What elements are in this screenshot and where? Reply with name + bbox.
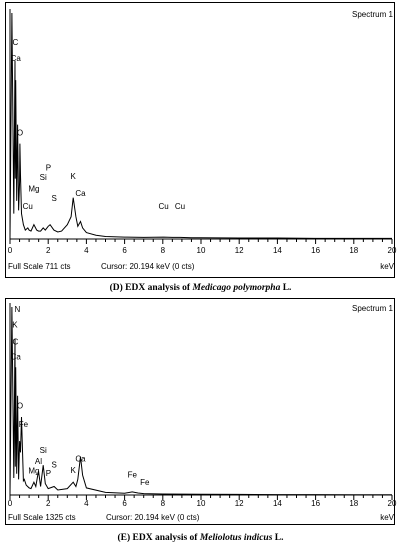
spectrum-title: Spectrum 1	[352, 10, 393, 19]
peak-label: Mg	[28, 466, 40, 476]
peak-label: Cu	[174, 201, 186, 211]
caption-d-suffix: L.	[280, 283, 292, 293]
x-tick-label: 12	[234, 246, 244, 255]
x-tick-label: 8	[160, 246, 166, 255]
x-tick-label: 0	[7, 499, 13, 508]
caption-d-prefix: (D) EDX analysis of	[109, 283, 193, 293]
caption-e	[0, 533, 401, 543]
cursor-readout: Cursor: 20.194 keV (0 cts)	[106, 513, 200, 522]
peak-label: Fe	[18, 419, 29, 429]
peak-label: S	[51, 460, 57, 470]
spectrum-series-line	[10, 13, 392, 239]
spectrum-chart-d	[6, 3, 397, 277]
x-tick-label: 6	[122, 246, 127, 255]
cursor-readout: Cursor: 20.194 keV (0 cts)	[101, 262, 195, 271]
peak-label: O	[16, 128, 24, 138]
peak-label: O	[16, 401, 24, 411]
x-tick-label: 6	[122, 499, 127, 508]
spectrum-panel-d	[5, 2, 395, 278]
x-tick-label: 16	[311, 246, 321, 255]
peak-label: C	[12, 337, 19, 347]
x-tick-label: 0	[7, 246, 13, 255]
x-tick-label: 18	[349, 246, 359, 255]
peak-label: C	[12, 38, 19, 48]
peak-label: Al	[34, 456, 43, 466]
x-tick-label: 2	[45, 499, 51, 508]
peak-label: Si	[39, 446, 47, 456]
x-axis-unit-label: keV	[380, 262, 394, 271]
peak-label: N	[14, 304, 21, 314]
x-tick-label: 12	[234, 499, 244, 508]
peak-label: Ca	[10, 53, 21, 63]
caption-e-species: Meliolotus indicus	[199, 533, 273, 543]
peak-label: P	[45, 468, 52, 478]
spectrum-panel-e	[5, 298, 395, 525]
spectrum-title: Spectrum 1	[352, 304, 393, 313]
x-tick-label: 2	[45, 246, 51, 255]
caption-e-prefix: (E) EDX analysis of	[117, 533, 200, 543]
peak-label: K	[12, 320, 18, 330]
caption-d-species: Medicago polymorpha	[192, 283, 281, 293]
peak-label: S	[51, 193, 57, 203]
peak-label: Ca	[10, 352, 21, 362]
peak-label: Fe	[127, 470, 137, 480]
peak-label: K	[70, 466, 76, 476]
x-tick-label: 14	[272, 246, 282, 255]
caption-e-suffix: L.	[272, 533, 284, 543]
x-tick-label: 10	[196, 499, 206, 508]
x-tick-label: 20	[387, 246, 397, 255]
peak-label: K	[70, 172, 76, 182]
peak-label: Si	[39, 173, 47, 183]
peak-label: Ca	[75, 454, 86, 464]
peak-label: P	[45, 163, 52, 173]
x-tick-label: 4	[84, 499, 89, 508]
peak-label: Cu	[22, 201, 33, 211]
x-axis-unit-label: keV	[380, 513, 394, 522]
full-scale-readout: Full Scale 711 cts	[8, 262, 71, 271]
x-tick-label: 18	[349, 499, 359, 508]
caption-d	[0, 283, 401, 293]
peak-label: Mg	[28, 184, 40, 194]
peak-label: Cu	[158, 201, 169, 211]
full-scale-readout: Full Scale 1325 cts	[8, 513, 76, 522]
peak-label: Fe	[140, 478, 150, 488]
x-tick-label: 10	[196, 246, 206, 255]
x-tick-label: 4	[84, 246, 89, 255]
x-tick-label: 20	[387, 499, 397, 508]
peak-label: Ca	[75, 189, 86, 199]
spectrum-series-line	[10, 304, 392, 495]
x-tick-label: 14	[272, 499, 282, 508]
x-tick-label: 8	[160, 499, 166, 508]
x-tick-label: 16	[311, 499, 321, 508]
spectrum-chart-e	[6, 299, 397, 524]
